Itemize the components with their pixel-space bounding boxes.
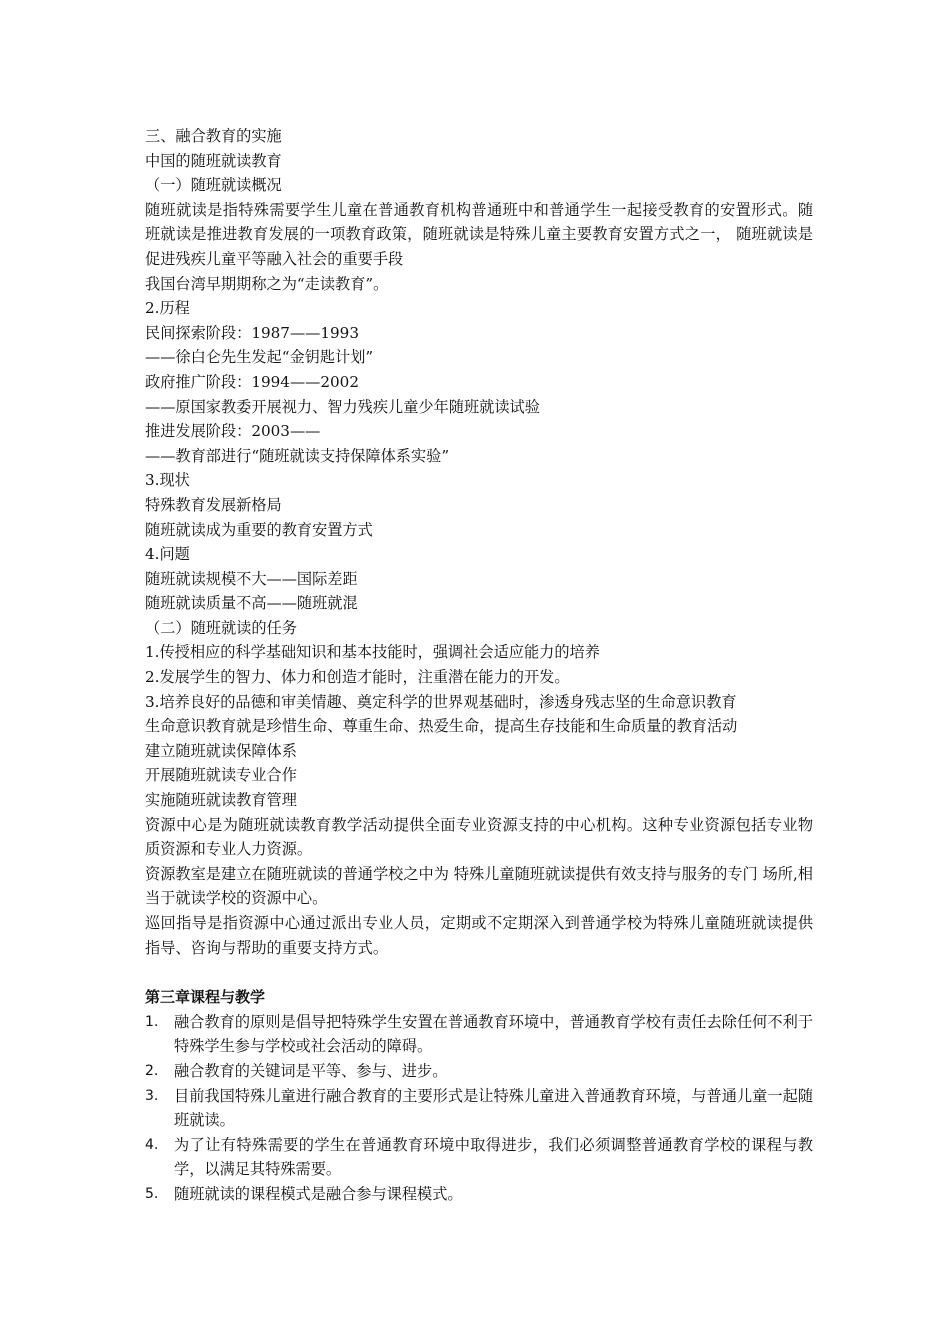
text-line: 1.传授相应的科学基础知识和基本技能时，强调社会适应能力的培养 xyxy=(145,643,600,662)
spacer xyxy=(145,960,813,985)
text-line: 实施随班就读教育管理 xyxy=(145,791,297,810)
text-line: 推进发展阶段：2003—— xyxy=(145,422,321,441)
text-line: 随班就读质量不高——随班就混 xyxy=(145,594,358,613)
document-body xyxy=(145,124,813,1207)
list-item-text: 目前我国特殊儿童进行融合教育的主要形式是让特殊儿童进入普通教育环境，与普通儿童一起随班就读。 xyxy=(174,1086,813,1130)
list-number: 4. xyxy=(145,1136,159,1153)
list-number: 5. xyxy=(145,1185,159,1202)
list-item-text: 为了让有特殊需要的学生在普通教育环境中取得进步，我们必须调整普通教育学校的课程与教学，以满足其特殊需要。 xyxy=(174,1135,813,1179)
text-line: 民间探索阶段：1987——1993 xyxy=(145,323,359,342)
text-line: ——教育部进行“随班就读支持保障体系实验” xyxy=(145,446,450,465)
list-number: 1. xyxy=(145,1013,159,1030)
subsection-heading: 中国的随班就读教育 xyxy=(145,151,282,170)
text-line: 我国台湾早期期称之为“走读教育”。 xyxy=(145,274,389,293)
text-line: 政府推广阶段：1994——2002 xyxy=(145,372,359,391)
list-item xyxy=(145,1059,813,1084)
text-line: 开展随班就读专业合作 xyxy=(145,766,297,785)
text-line: 随班就读规模不大——国际差距 xyxy=(145,569,358,588)
text-line: 2.发展学生的智力、体力和创造才能时，注重潜在能力的开发。 xyxy=(145,668,570,687)
list-item-text: 融合教育的原则是倡导把特殊学生安置在普通教育环境中，普通教育学校有责任去除任何不利于特殊学生参与学校或社会活动的障碍。 xyxy=(174,1012,813,1056)
list-item xyxy=(145,1182,813,1207)
text-line: ——徐白仑先生发起“金钥匙计划” xyxy=(145,348,374,367)
subsection-heading: （二）随班就读的任务 xyxy=(145,618,297,637)
list-item-text: 随班就读的课程模式是融合参与课程模式。 xyxy=(174,1184,463,1203)
chapter-title: 第三章课程与教学 xyxy=(145,988,266,1007)
list-item xyxy=(145,1010,813,1059)
text-line: 特殊教育发展新格局 xyxy=(145,495,282,514)
list-item-text: 融合教育的关键词是平等、参与、进步。 xyxy=(174,1061,448,1080)
text-line: 生命意识教育就是珍惜生命、尊重生命、热爱生命，提高生存技能和生命质量的教育活动 xyxy=(145,717,738,736)
text-line: 2.历程 xyxy=(145,299,190,318)
text-line: 建立随班就读保障体系 xyxy=(145,741,297,760)
list-number: 2. xyxy=(145,1062,159,1079)
text-line: ——原国家教委开展视力、智力残疾儿童少年随班就读试验 xyxy=(145,397,540,416)
list-number: 3. xyxy=(145,1087,159,1104)
paragraph: 资源中心是为随班就读教育教学活动提供全面专业资源支持的中心机构。这种专业资源包括专业物质资源和专业人力资源。 xyxy=(145,815,813,859)
paragraph: 巡回指导是指资源中心通过派出专业人员，定期或不定期深入到普通学校为特殊儿童随班就读提供指导、咨询与帮助的重要支持方式。 xyxy=(145,914,813,957)
text-line: 3.现状 xyxy=(145,471,190,490)
text-line: 随班就读成为重要的教育安置方式 xyxy=(145,520,373,539)
text-line: 3.培养良好的品德和审美情趣、奠定科学的世界观基础时，渗透身残志坚的生命意识教育 xyxy=(145,692,737,711)
text-line: 4.问题 xyxy=(145,545,190,564)
subsection-heading: （一）随班就读概况 xyxy=(145,176,282,195)
paragraph: 随班就读是指特殊需要学生儿童在普通教育机构普通班中和普通学生一起接受教育的安置形式。随班就读是推进教育发展的一项教育政策，随班就读是特殊儿童主要教育安置方式之一， 随班就读是促进残疾儿童平等融入社会的重要手段 xyxy=(145,200,813,268)
list-item xyxy=(145,1084,813,1133)
list-item xyxy=(145,1133,813,1182)
numbered-list xyxy=(145,1010,813,1207)
section-heading: 三、融合教育的实施 xyxy=(145,127,282,145)
paragraph: 资源教室是建立在随班就读的普通学校之中为 特殊儿童随班就读提供有效支持与服务的专门 场所,相当于就读学校的资源中心。 xyxy=(145,864,813,908)
